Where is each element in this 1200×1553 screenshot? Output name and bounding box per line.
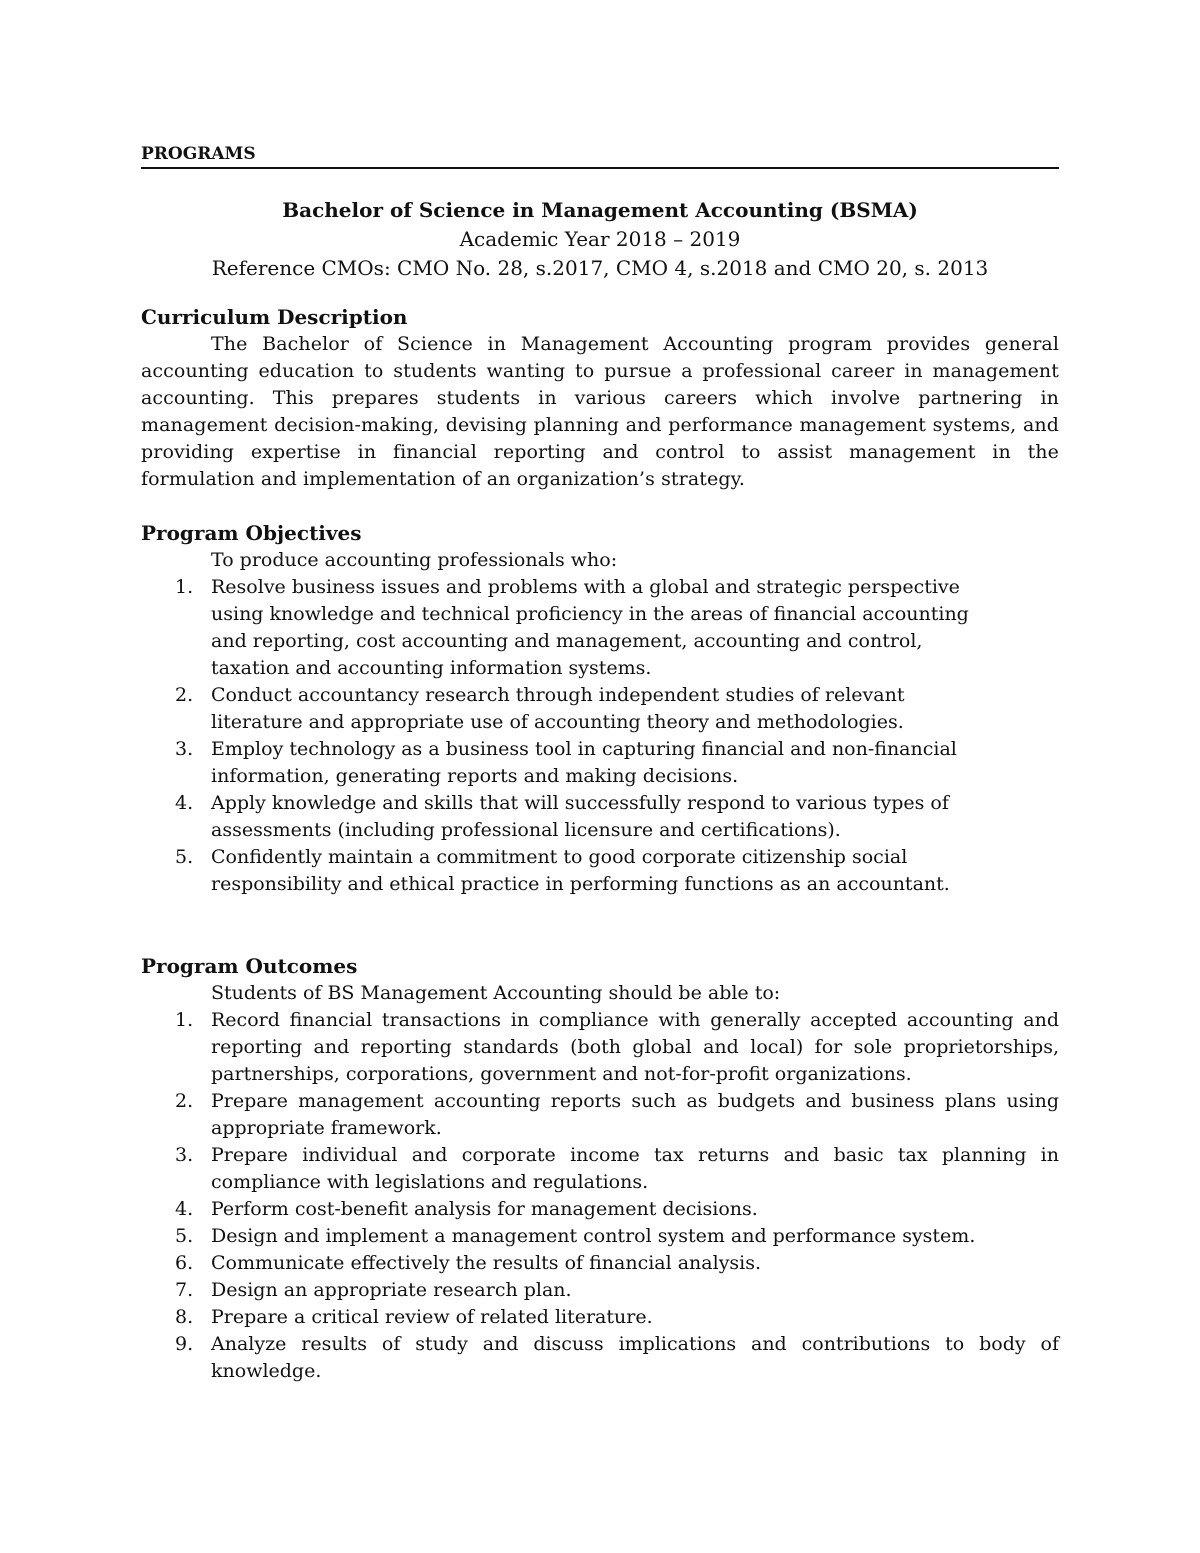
item-number: 7. bbox=[175, 1279, 194, 1301]
outcomes-intro: Students of BS Management Accounting should be able to: bbox=[211, 982, 781, 1004]
list-item bbox=[141, 844, 1059, 898]
reference-cmos: Reference CMOs: CMO No. 28, s.2017, CMO 4, s.2018 and CMO 20, s. 2013 bbox=[211, 256, 989, 280]
list-item bbox=[141, 790, 1059, 844]
item-text: Communicate effectively the results of financial analysis. bbox=[211, 1252, 762, 1274]
item-number: 4. bbox=[175, 1198, 194, 1220]
item-text: Confidently maintain a commitment to good corporate citizenship social responsibility and ethical practice in performing functions as an accountant. bbox=[211, 846, 950, 895]
item-number: 3. bbox=[175, 738, 194, 760]
curriculum-heading: Curriculum Description bbox=[141, 305, 408, 329]
item-number: 2. bbox=[175, 684, 194, 706]
outcomes-section bbox=[141, 953, 1059, 1385]
list-item bbox=[141, 1304, 1059, 1331]
list-item bbox=[141, 1088, 1059, 1142]
objectives-section bbox=[141, 520, 1059, 898]
program-title-block bbox=[141, 196, 1059, 283]
list-item bbox=[141, 1196, 1059, 1223]
item-text: Design an appropriate research plan. bbox=[211, 1279, 572, 1301]
list-item bbox=[141, 1331, 1059, 1385]
item-text: Prepare management accounting reports such as budgets and business plans using appropriate framework. bbox=[211, 1090, 1059, 1139]
item-text: Conduct accountancy research through independent studies of relevant literature and appropriate use of accounting theory and methodologies. bbox=[211, 684, 905, 733]
outcomes-list bbox=[141, 1007, 1059, 1385]
list-item bbox=[141, 1250, 1059, 1277]
item-text: Prepare individual and corporate income tax returns and basic tax planning in compliance with legislations and regulations. bbox=[211, 1144, 1059, 1193]
curriculum-text: The Bachelor of Science in Management Accounting program provides general accounting education to students wanting to pursue a professional career in management accounting. This prepares students in various careers which involve partnering in management decision-making, devising planning and performance management systems, and providing expertise in financial reporting and control to assist management in the formulation and implementation of an organization’s strategy. bbox=[141, 333, 1059, 490]
item-text: Apply knowledge and skills that will successfully respond to various types of assessments (including professional licensure and certifications). bbox=[211, 792, 949, 841]
list-item bbox=[141, 736, 1059, 790]
item-number: 1. bbox=[175, 576, 194, 598]
objectives-heading: Program Objectives bbox=[141, 521, 362, 545]
item-text: Perform cost-benefit analysis for management decisions. bbox=[211, 1198, 758, 1220]
list-item bbox=[141, 1223, 1059, 1250]
item-number: 6. bbox=[175, 1252, 194, 1274]
item-text: Record financial transactions in compliance with generally accepted accounting and reporting and reporting standards (both global and local) for sole proprietorships, partnerships, corporations, government and not-for-profit organizations. bbox=[211, 1009, 1059, 1085]
item-number: 3. bbox=[175, 1144, 194, 1166]
academic-year: Academic Year 2018 – 2019 bbox=[459, 227, 741, 251]
item-text: Prepare a critical review of related literature. bbox=[211, 1306, 653, 1328]
item-number: 4. bbox=[175, 792, 194, 814]
item-number: 8. bbox=[175, 1306, 194, 1328]
program-title: Bachelor of Science in Management Accounting (BSMA) bbox=[282, 198, 918, 222]
list-item bbox=[141, 1277, 1059, 1304]
list-item bbox=[141, 1007, 1059, 1088]
item-number: 9. bbox=[175, 1333, 194, 1355]
item-number: 5. bbox=[175, 1225, 194, 1247]
outcomes-heading: Program Outcomes bbox=[141, 954, 358, 978]
list-item bbox=[141, 1142, 1059, 1196]
list-item bbox=[141, 682, 1059, 736]
section-heading: PROGRAMS bbox=[141, 143, 1059, 169]
objectives-intro: To produce accounting professionals who: bbox=[211, 549, 618, 571]
curriculum-section bbox=[141, 304, 1059, 493]
item-number: 2. bbox=[175, 1090, 194, 1112]
item-number: 5. bbox=[175, 846, 194, 868]
objectives-list bbox=[141, 574, 1059, 898]
list-item bbox=[141, 574, 1059, 682]
item-text: Analyze results of study and discuss implications and contributions to body of knowledge. bbox=[211, 1333, 1059, 1382]
item-text: Resolve business issues and problems with a global and strategic perspective using knowledge and technical proficiency in the areas of financial accounting and reporting, cost accounting and management, accounting and control, taxation and accounting information systems. bbox=[211, 576, 969, 679]
item-text: Employ technology as a business tool in capturing financial and non-financial information, generating reports and making decisions. bbox=[211, 738, 957, 787]
item-text: Design and implement a management control system and performance system. bbox=[211, 1225, 976, 1247]
item-number: 1. bbox=[175, 1009, 194, 1031]
